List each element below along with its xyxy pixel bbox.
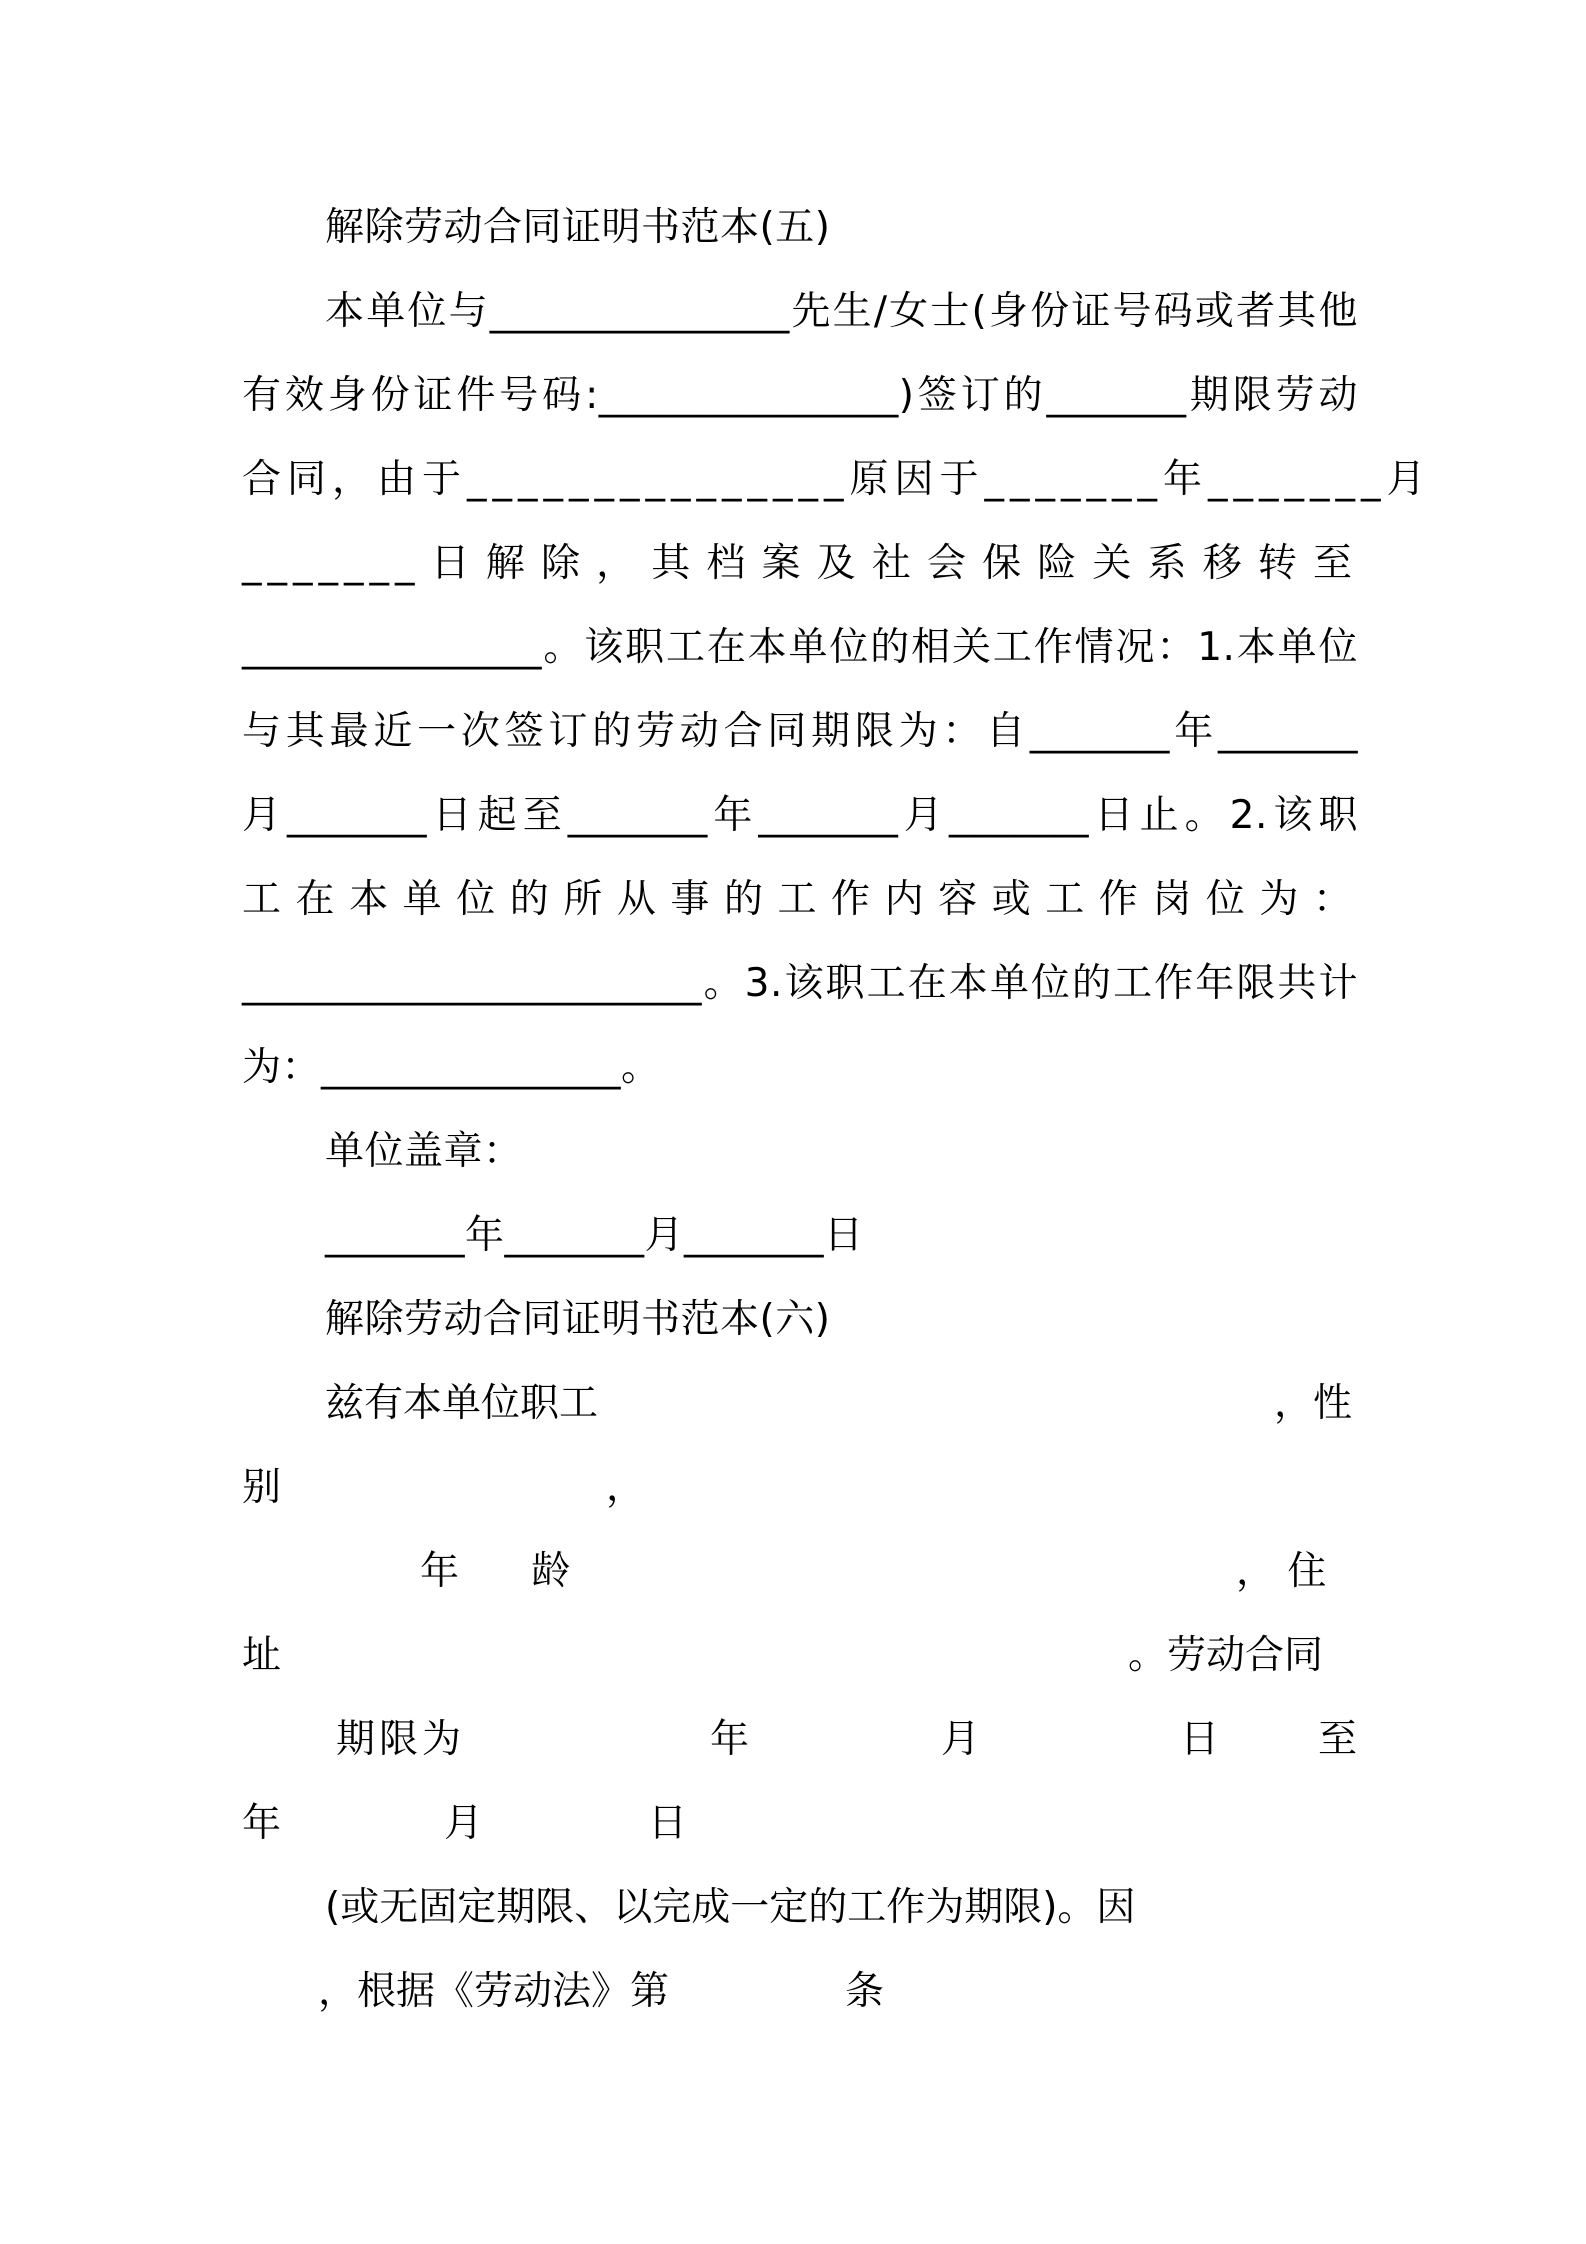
paragraph-line: _______________________。3.该职工在本单位的工作年限共计 — [242, 961, 1358, 1006]
article-label: 条 — [845, 1969, 885, 2014]
paragraph-line: 本单位与_______________先生/女士(身份证号码或者其他 — [325, 289, 1358, 334]
gender-label-b: 别 — [242, 1465, 282, 1510]
year-label: 年 — [242, 1801, 282, 1846]
section-6-title: 解除劳动合同证明书范本(六) — [325, 1297, 831, 1342]
paragraph-line: 月_______日起至_______年_______月_______日止。2.该职 — [242, 793, 1358, 838]
term-note: (或无固定期限、以完成一定的工作为期限)。因 — [325, 1885, 1136, 1930]
gender-label-a: ，性 — [1274, 1381, 1353, 1426]
paragraph-line: 有效身份证件号码:_______________)签订的_______期限劳动 — [242, 373, 1358, 418]
paragraph-line: 工在本单位的所从事的工作内容或工作岗位为： — [242, 877, 1358, 922]
address-label-a: ， 住 — [1236, 1549, 1327, 1594]
law-reference: ，根据《劳动法》第 — [318, 1969, 670, 2014]
comma: ， — [606, 1465, 646, 1510]
day-label: 日 — [1180, 1717, 1220, 1762]
month-label: 月 — [444, 1801, 484, 1846]
paragraph-line: _______日解除，其档案及社会保险关系移转至 — [242, 541, 1358, 586]
to-label: 至 — [1318, 1717, 1358, 1762]
paragraph-line: 合同，由于_______________原因于_______年_______月 — [242, 457, 1432, 502]
employee-label: 兹有本单位职工 — [325, 1381, 599, 1426]
age-label: 年 龄 — [420, 1549, 601, 1594]
paragraph-line: 为：_______________。 — [242, 1045, 661, 1090]
date-line: _______年_______月_______日 — [325, 1213, 864, 1258]
paragraph-line: 与其最近一次签订的劳动合同期限为：自_______年_______ — [242, 709, 1358, 754]
section-5-title: 解除劳动合同证明书范本(五) — [325, 205, 831, 250]
paragraph-line: _______________。该职工在本单位的相关工作情况：1.本单位 — [242, 625, 1358, 670]
address-label-b: 址 — [242, 1633, 282, 1678]
year-label: 年 — [710, 1717, 750, 1762]
seal-label: 单位盖章： — [325, 1129, 523, 1174]
day-label: 日 — [648, 1801, 688, 1846]
contract-label: 。劳动合同 — [1128, 1633, 1324, 1678]
term-label: 期限为 — [336, 1717, 466, 1762]
month-label: 月 — [941, 1717, 981, 1762]
